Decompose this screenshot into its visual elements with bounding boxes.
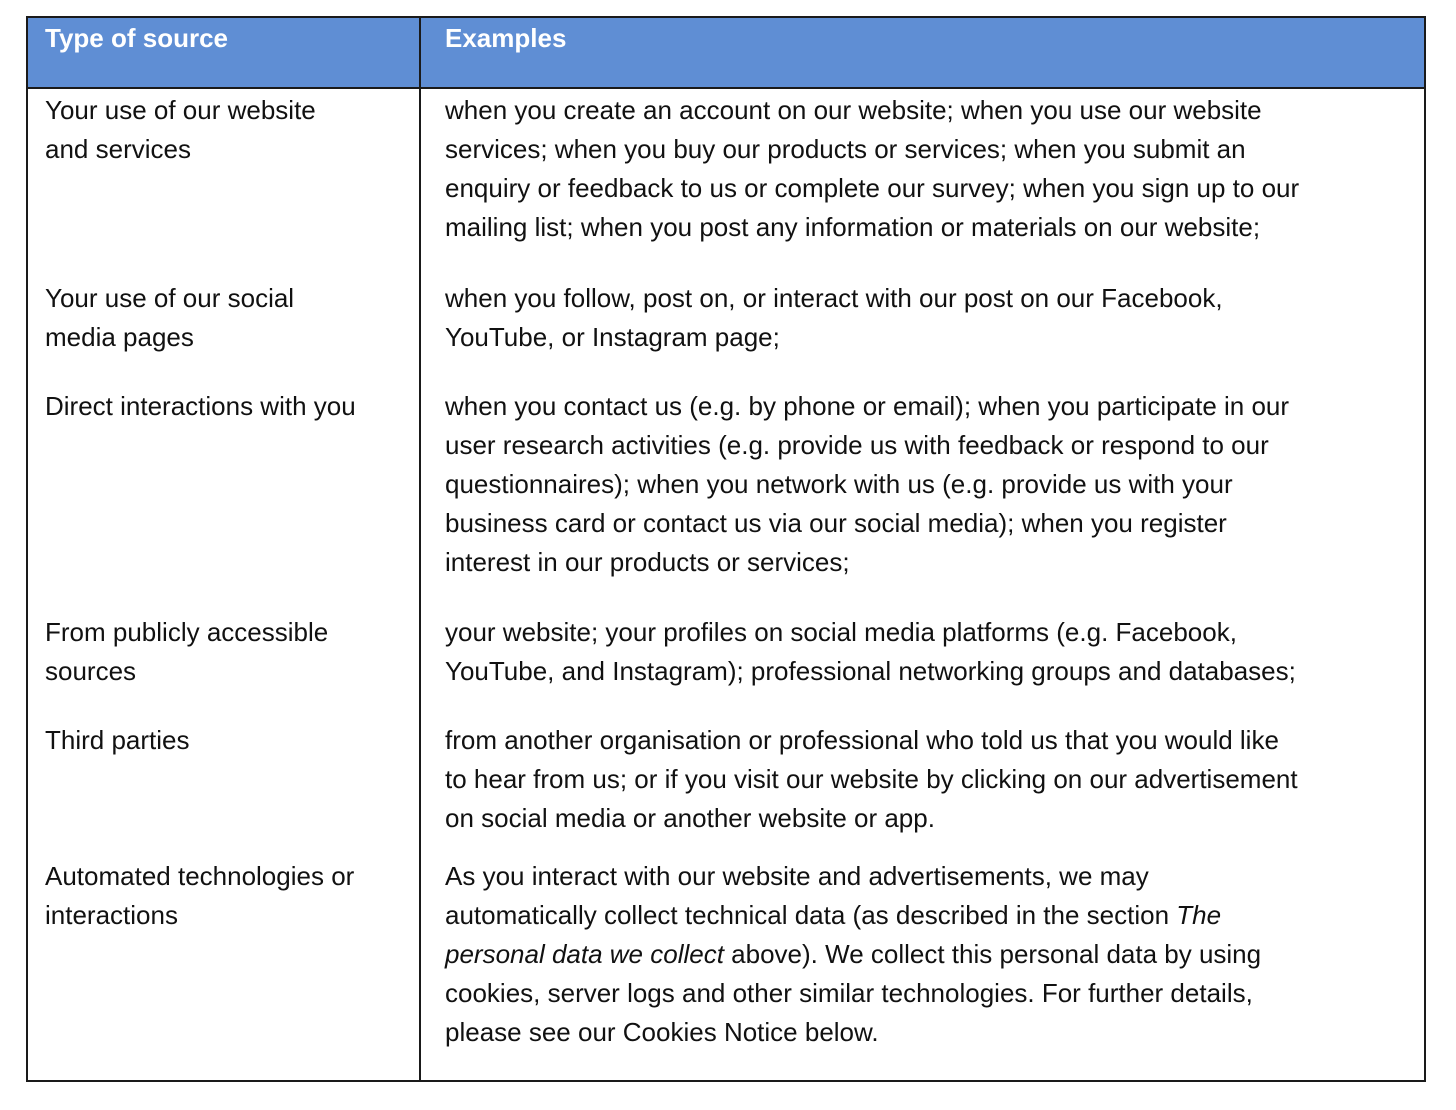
type-cell: Automated technologies or interactions: [45, 861, 355, 930]
header-type-of-source: Type of source: [45, 23, 229, 53]
column-divider: [419, 18, 421, 1080]
examples-cell: when you contact us (e.g. by phone or email); when you participate in our user research activities (e.g. provide us with feedback or respond to our questionnaires); when you network with us (e.g. provide us with your business card or contact us via our social media); when you register interest in our products or services;: [445, 391, 1290, 577]
type-cell: Your use of our social media pages: [45, 283, 295, 352]
examples-cell: when you create an account on our website; when you use our website services; when you buy our products or services; when you submit an enquiry or feedback to us or complete our survey; when you sign up to our mailing list; when you post any information or materials on our website;: [445, 95, 1300, 242]
type-cell: Third parties: [45, 725, 190, 755]
table-header: [28, 18, 1424, 89]
header-examples: Examples: [445, 23, 567, 53]
examples-cell: from another organisation or professional who told us that you would like to hear from us; or if you visit our website by clicking on our advertisement on social media or another website or app.: [445, 725, 1298, 833]
section-reference-italic: The personal data we collect: [445, 900, 1222, 969]
type-cell: Your use of our website and services: [45, 95, 316, 164]
examples-text-part: above). We collect this personal data by using cookies, server logs and other similar technologies. For further details, please see our Cookies Notice below.: [445, 939, 1262, 1047]
type-cell: From publicly accessible sources: [45, 617, 329, 686]
sources-table: [26, 16, 1426, 1082]
type-cell: Direct interactions with you: [45, 391, 356, 421]
examples-text-part: As you interact with our website and advertisements, we may automatically collect technical data (as described in the section: [445, 861, 1170, 930]
examples-cell: when you follow, post on, or interact with our post on our Facebook, YouTube, or Instagram page;: [445, 283, 1223, 352]
examples-cell: [445, 857, 1420, 1052]
examples-cell: your website; your profiles on social media platforms (e.g. Facebook, YouTube, and Instagram); professional networking groups and databases;: [445, 617, 1296, 686]
